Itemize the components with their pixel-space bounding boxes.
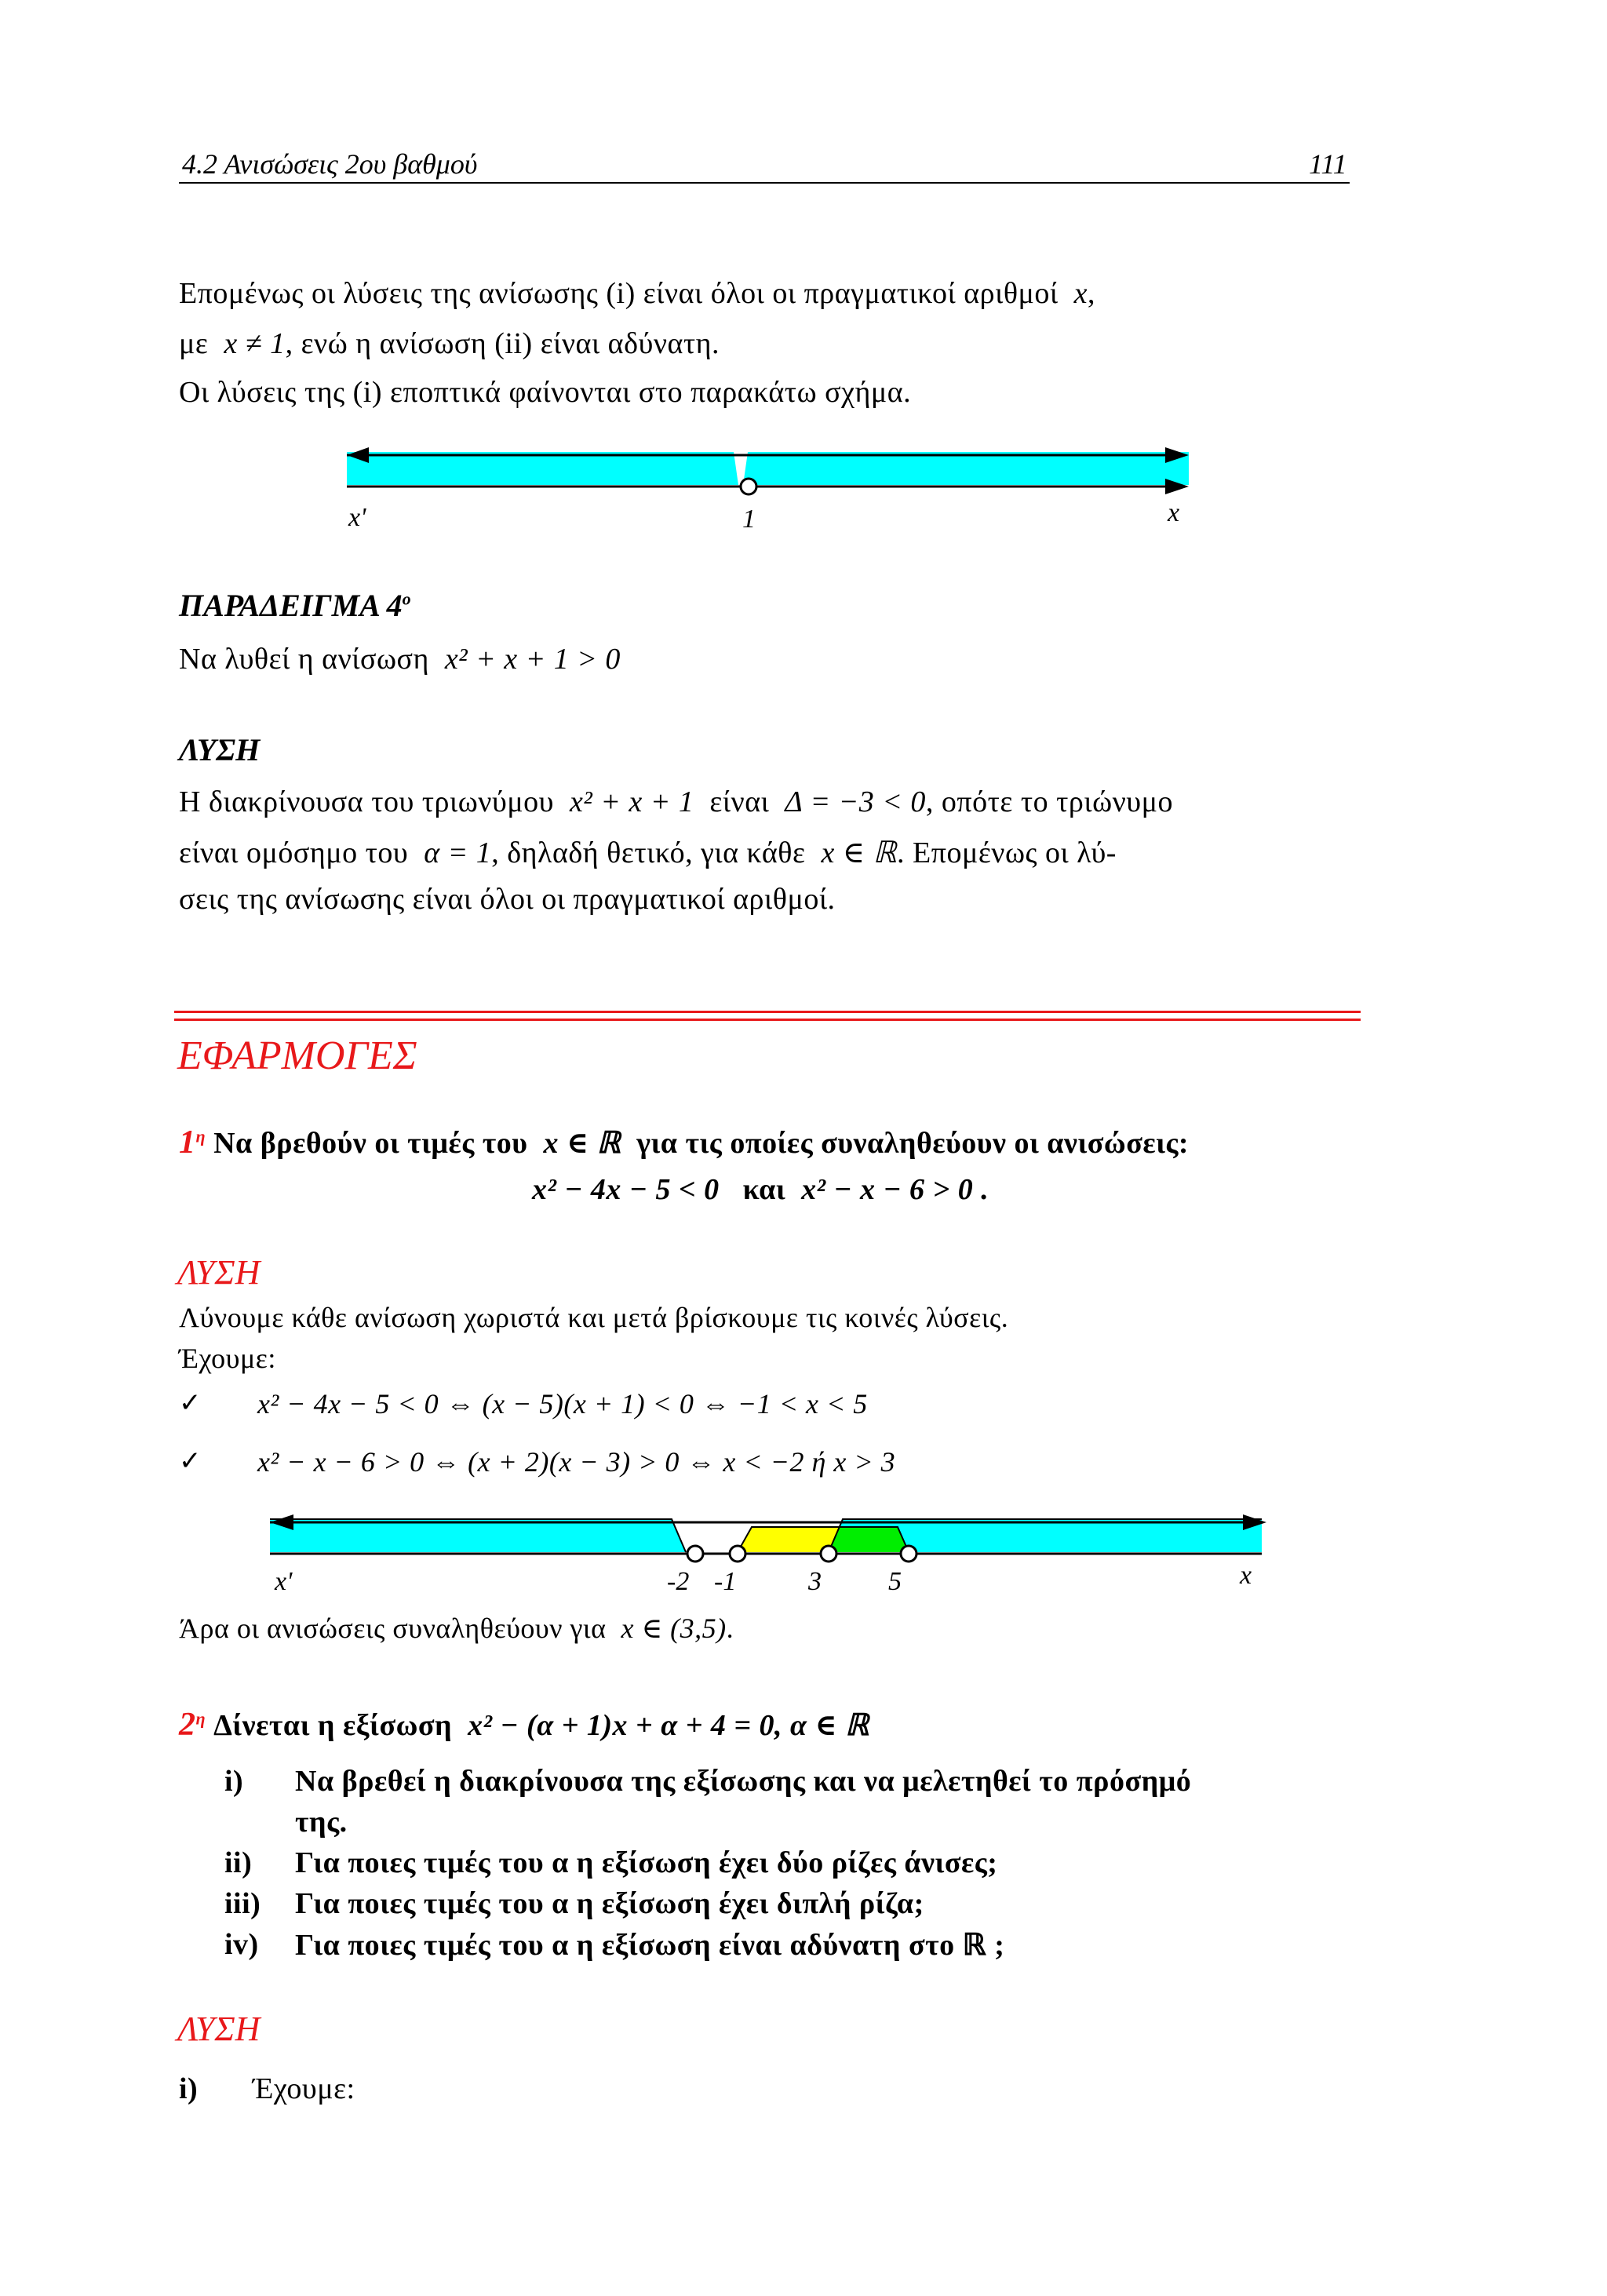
check-icon: ✓ (179, 1445, 202, 1477)
example-title: ΠΑΡΑΔΕΙΓΜΑ $4^o$ (179, 588, 411, 623)
label-x-prime: x' (348, 503, 366, 532)
item-text: Για ποιες τιμές του α η εξίσωση είναι αδύνατη στο ℝ ; (295, 1929, 1005, 1962)
tick-label-minus2: -2 (667, 1567, 690, 1596)
item-label: i) (224, 1765, 244, 1798)
application-2-solution-title: ΛΥΣΗ (177, 2010, 261, 2048)
label-x: x (1168, 498, 1180, 527)
region-x-less-minus2 (270, 1519, 686, 1552)
application-2-solution-text: Έχουμε: (253, 2072, 355, 2105)
intro-line-1: Επομένως οι λύσεις της ανίσωσης (i) είναι όλοι οι πραγματικοί αριθμοί x, (179, 277, 1096, 310)
application-1-step-2: x² − x − 6 > 0 ⇔ (x + 2)(x − 3) > 0 ⇔ x < −2 ή x > 3 (257, 1446, 896, 1478)
label-x: x (1240, 1561, 1252, 1590)
item-label: iii) (224, 1887, 261, 1920)
application-1-inequalities: x² − 4x − 5 < 0 και x² − x − 6 > 0 . (532, 1173, 989, 1206)
application-1-solution-line-1: Λύνουμε κάθε ανίσωση χωριστά και μετά βρίσκουμε τις κοινές λύσεις. (179, 1302, 1009, 1333)
label-point-1: 1 (742, 505, 756, 534)
header-rule (179, 182, 1350, 184)
tick-label-5: 5 (888, 1567, 902, 1596)
page-number: 111 (1309, 148, 1347, 180)
item-text: Για ποιες τιμές του α η εξίσωση έχει δύο ρίζες άνισες; (295, 1846, 998, 1879)
application-1-solution-title: ΛΥΣΗ (177, 1253, 261, 1292)
tick-label-3: 3 (808, 1567, 822, 1596)
check-icon: ✓ (179, 1387, 202, 1419)
example-statement: Να λυθεί η ανίσωση x² + x + 1 > 0 (179, 643, 621, 676)
item-label: ii) (224, 1846, 253, 1879)
solution-region-right (743, 452, 1189, 485)
section-rule-top (174, 1011, 1361, 1013)
application-2-statement: $2^\eta$ Δίνεται η εξίσωση x² − (α + 1)x + α + 4 = 0, α ∈ ℝ (179, 1707, 869, 1743)
example-solution-line-2: είναι ομόσημο του α = 1, δηλαδή θετικό, για κάθε x ∈ ℝ. Επομένως οι λύ- (179, 836, 1117, 869)
solution-region-left (347, 452, 738, 485)
item-text: Να βρεθεί η διακρίνουσα της εξίσωσης και να μελετηθεί το πρόσημό (295, 1765, 1192, 1798)
excluded-point-3 (821, 1546, 836, 1562)
tick-label-minus1: -1 (714, 1567, 737, 1596)
running-header-title: 4.2 Ανισώσεις 2ου βαθμού (182, 148, 478, 180)
intro-line-3: Οι λύσεις της (i) εποπτικά φαίνονται στο παρακάτω σχήμα. (179, 376, 912, 409)
application-1-conclusion: Άρα οι ανισώσεις συναληθεύουν για x ∈ (3,5). (179, 1613, 734, 1644)
applications-title: ΕΦΑΡΜΟΓΕΣ (177, 1033, 417, 1078)
excluded-point-1 (741, 479, 756, 494)
item-text: Για ποιες τιμές του α η εξίσωση έχει διπλή ρίζα; (295, 1887, 924, 1920)
example-solution-line-1: Η διακρίνουσα του τριωνύμου x² + x + 1 είναι Δ = −3 < 0, οπότε το τριώνυμο (179, 785, 1173, 818)
example-solution-line-3: σεις της ανίσωσης είναι όλοι οι πραγματικοί αριθμοί. (179, 883, 836, 916)
excluded-point-minus1 (730, 1546, 745, 1562)
excluded-point-minus2 (687, 1546, 703, 1562)
number-line-figure-2 (264, 1491, 1284, 1601)
application-2-solution-label: i) (179, 2072, 199, 2105)
item-text-continued: της. (295, 1806, 348, 1839)
region-intersection-3-to-5 (829, 1527, 909, 1552)
intro-line-2: με x ≠ 1, ενώ η ανίσωση (ii) είναι αδύνατη. (179, 327, 720, 360)
section-rule-bottom (174, 1019, 1361, 1021)
example-solution-title: ΛΥΣΗ (179, 732, 261, 767)
item-label: iv) (224, 1928, 259, 1961)
label-x-prime: x' (275, 1567, 293, 1596)
number-line-figure-1 (337, 432, 1201, 541)
excluded-point-5 (901, 1546, 916, 1562)
application-1-statement: $1^\eta$ Να βρεθούν οι τιμές του x ∈ ℝ για τις οποίες συναληθεύουν οι ανισώσεις: (179, 1124, 1190, 1161)
application-1-solution-line-2: Έχουμε: (179, 1343, 276, 1374)
application-1-step-1: x² − 4x − 5 < 0 ⇔ (x − 5)(x + 1) < 0 ⇔ −1 < x < 5 (257, 1388, 868, 1420)
